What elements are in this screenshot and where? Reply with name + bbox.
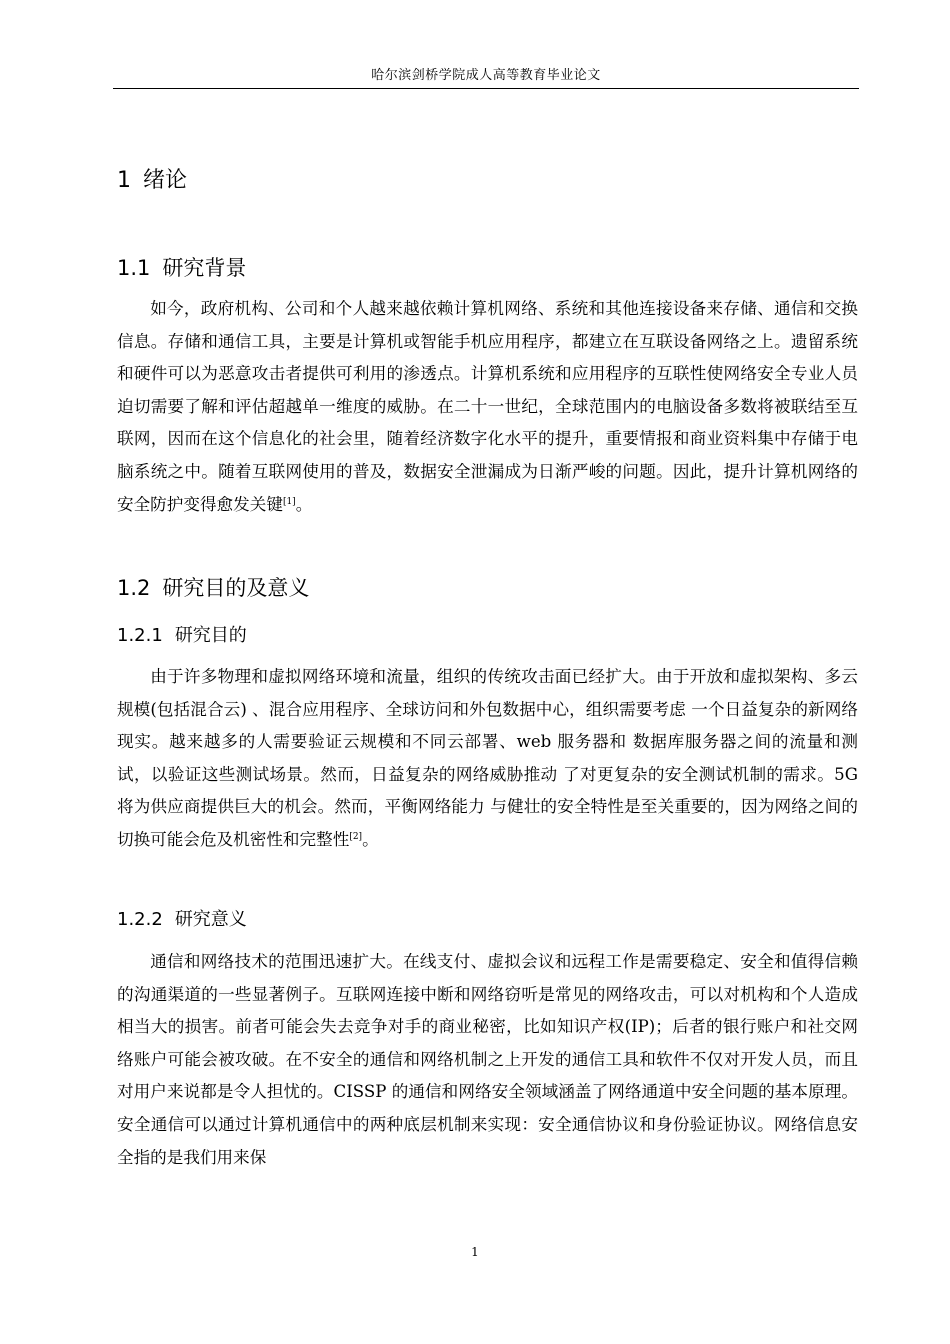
paragraph-text: 通信和网络技术的范围迅速扩大。在线支付、虚拟会议和远程工作是需要稳定、安全和值得信赖的沟通渠道的一些显著例子。互联网连接中断和网络窃听是常见的网络攻击，可以对机构和个人造成相当大的损害。前者可能会失去竞争对手的商业秘密，比如知识产权(IP)；后者的银行账户和社交网络账户可能会被攻破。在不安全的通信和网络机制之上开发的通信工具和软件不仅对开发人员，而且对用户来说都是令人担忧的。CISSP 的通信和网络安全领域涵盖了网络通道中安全问题的基本原理。安全通信可以通过计算机通信中的两种底层机制来实现：安全通信协议和身份验证协议。网络信息安全指的是我们用来保 (117, 952, 858, 1167)
section-heading-1-1 (117, 252, 246, 282)
section-title: 研究目的及意义 (162, 576, 310, 600)
paragraph-text: 如今，政府机构、公司和个人越来越依赖计算机网络、系统和其他连接设备来存储、通信和交换信息。存储和通信工具，主要是计算机或智能手机应用程序，都建立在互联设备网络之上。遗留系统和硬件可以为恶意攻击者提供可利用的渗透点。计算机系统和应用程序的互联性使网络安全专业人员迫切需要了解和评估超越单一维度的威胁。在二十一世纪，全球范围内的电脑设备多数将被联结至互联网，因而在这个信息化的社会里，随着经济数字化水平的提升，重要情报和商业资料集中存储于电脑系统之中。随着互联网使用的普及，数据安全泄漏成为日渐严峻的问题。因此，提升计算机网络的安全防护变得愈发关键 (117, 299, 858, 514)
section-number: 1.1 (117, 256, 151, 280)
chapter-title: 绪论 (143, 168, 188, 193)
running-header: 哈尔滨剑桥学院成人高等教育毕业论文 (371, 68, 601, 83)
paragraph-end: 。 (295, 494, 313, 514)
section-title: 研究背景 (162, 256, 247, 280)
subsection-heading-1-2-1 (117, 621, 247, 647)
chapter-heading (117, 163, 187, 194)
subsection-heading-1-2-2 (117, 905, 247, 931)
section-heading-1-2 (117, 572, 309, 602)
subsection-number: 1.2.2 (117, 909, 163, 930)
subsection-number: 1.2.1 (117, 625, 163, 646)
subsection-title: 研究目的 (174, 625, 247, 646)
page-number: 1 (471, 1245, 479, 1259)
background-paragraph (117, 293, 858, 521)
header-divider (113, 88, 859, 89)
chapter-number: 1 (117, 168, 131, 193)
significance-paragraph (117, 946, 858, 1174)
citation-ref: [2] (349, 831, 363, 842)
citation-ref: [1] (282, 496, 296, 507)
paragraph-end: 。 (362, 829, 379, 849)
paragraph-text: 由于许多物理和虚拟网络环境和流量，组织的传统攻击面已经扩大。由于开放和虚拟架构、多云规模(包括混合云) 、混合应用程序、全球访问和外包数据中心，组织需要考虑 一个日益复杂的新网络现实。越来越多的人需要验证云规模和不同云部署、web 服务器和 数据库服务器之间的流量和测试，以验证这些测试场景。然而，日益复杂的网络威胁推动 了对更复杂的安全测试机制的需求。5G 将为供应商提供巨大的机会。然而，平衡网络能力 与健壮的安全特性是至关重要的，因为网络之间的切换可能会危及机密性和完整性 (117, 667, 858, 849)
purpose-paragraph (117, 661, 858, 857)
subsection-title: 研究意义 (174, 909, 247, 930)
section-number: 1.2 (117, 576, 151, 600)
